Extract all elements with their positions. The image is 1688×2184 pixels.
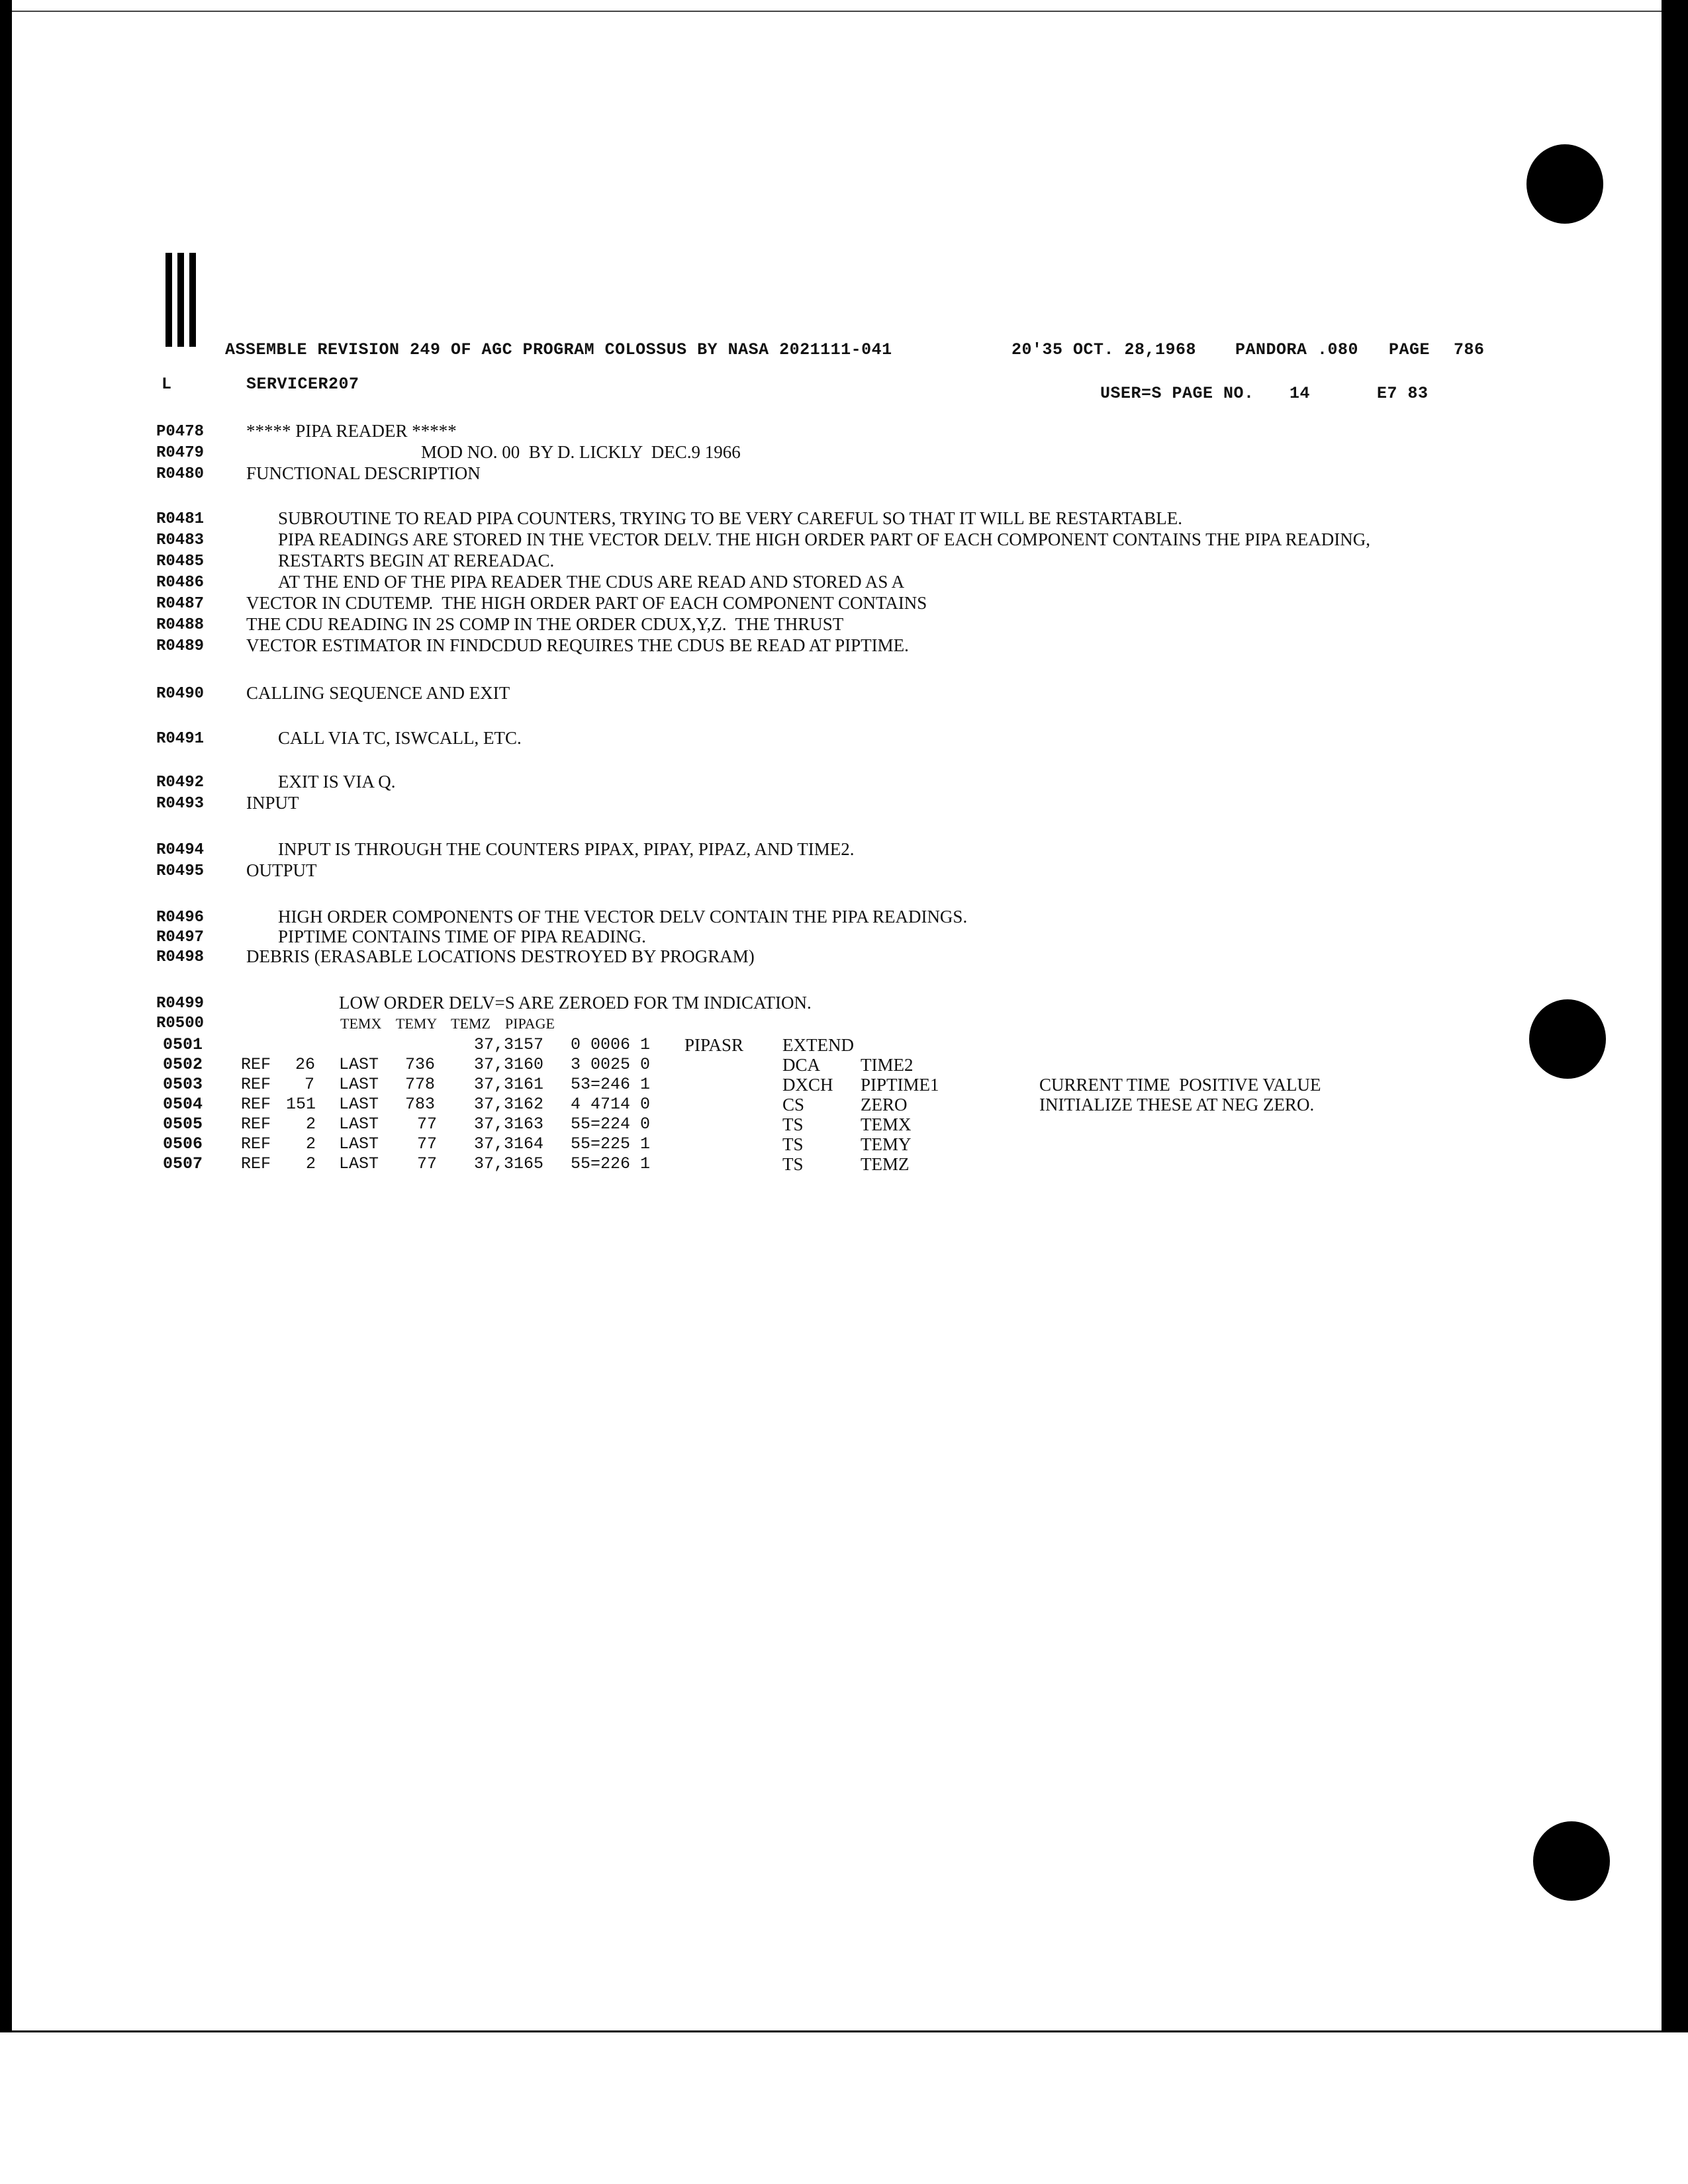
- line-text: INPUT IS THROUGH THE COUNTERS PIPAX, PIPAY, PIPAZ, AND TIME2.: [278, 839, 855, 859]
- binder-hole-top: [1526, 144, 1603, 224]
- line-label: R0483: [156, 531, 205, 549]
- trailing-code: E7 83: [1377, 384, 1429, 403]
- row-word: 55=226 1: [571, 1154, 651, 1173]
- row-word: 0 0006 1: [571, 1035, 651, 1054]
- line-text: INPUT: [246, 793, 299, 813]
- row-last: LAST: [339, 1115, 379, 1134]
- row-ref-count: 2: [306, 1154, 316, 1173]
- row-op: CS: [782, 1095, 805, 1115]
- line-text: TEMX TEMY TEMZ PIPAGE: [340, 1015, 555, 1032]
- binder-hole-middle: [1529, 999, 1606, 1079]
- page-bottom-edge: [0, 2030, 1688, 2032]
- row-ref: REF: [241, 1095, 271, 1114]
- row-line-number: 0505: [163, 1115, 203, 1134]
- row-ref-count: 7: [305, 1075, 315, 1094]
- row-address: 37,3160: [474, 1055, 544, 1074]
- line-label: R0500: [156, 1015, 205, 1032]
- row-tag: PIPASR: [684, 1035, 744, 1055]
- line-text: PIPA READINGS ARE STORED IN THE VECTOR DELV. THE HIGH ORDER PART OF EACH COMPONENT CONTAINS THE PIPA READING,: [278, 529, 1370, 549]
- row-op: EXTEND: [782, 1035, 854, 1055]
- line-label: R0492: [156, 774, 205, 792]
- line-text: EXIT IS VIA Q.: [278, 772, 396, 792]
- row-ref: REF: [241, 1055, 271, 1074]
- line-label: R0497: [156, 929, 205, 946]
- line-label: R0487: [156, 595, 205, 613]
- header-page-label: PAGE: [1389, 340, 1430, 359]
- line-text: RESTARTS BEGIN AT REREADAC.: [278, 551, 555, 570]
- row-line-number: 0502: [163, 1055, 203, 1074]
- row-line-number: 0501: [163, 1035, 203, 1054]
- line-label: R0479: [156, 444, 205, 462]
- row-comment: INITIALIZE THESE AT NEG ZERO.: [1039, 1095, 1315, 1115]
- row-ref-count: 2: [306, 1115, 316, 1134]
- subheader-code: L: [162, 375, 172, 394]
- line-label: R0498: [156, 948, 205, 966]
- line-label: R0481: [156, 510, 205, 528]
- line-label: R0496: [156, 909, 205, 927]
- line-label: R0499: [156, 995, 205, 1013]
- header-timestamp: 20'35 OCT. 28,1968: [1011, 340, 1197, 359]
- row-last: LAST: [339, 1055, 379, 1074]
- page-right-edge: [1662, 0, 1688, 2032]
- row-address: 37,3161: [474, 1075, 544, 1094]
- line-text: CALLING SEQUENCE AND EXIT: [246, 683, 510, 703]
- user-page-number: 14: [1289, 384, 1311, 403]
- line-text: OUTPUT: [246, 860, 317, 880]
- line-label: R0491: [156, 730, 205, 748]
- scanned-page: [9, 9, 1675, 2021]
- row-operand: TEMX: [861, 1115, 912, 1134]
- row-operand: ZERO: [861, 1095, 908, 1115]
- line-text: SUBROUTINE TO READ PIPA COUNTERS, TRYING TO BE VERY CAREFUL SO THAT IT WILL BE RESTARTABLE.: [278, 508, 1182, 528]
- row-last-value: 77: [417, 1115, 438, 1134]
- line-text: LOW ORDER DELV=S ARE ZEROED FOR TM INDICATION.: [339, 993, 812, 1013]
- row-word: 3 0025 0: [571, 1055, 651, 1074]
- line-text: VECTOR IN CDUTEMP. THE HIGH ORDER PART OF EACH COMPONENT CONTAINS: [246, 593, 927, 613]
- row-ref: REF: [241, 1115, 271, 1134]
- row-op: DXCH: [782, 1075, 833, 1095]
- row-ref: REF: [241, 1075, 271, 1094]
- row-word: 55=224 0: [571, 1115, 651, 1134]
- line-text: MOD NO. 00 BY D. LICKLY DEC.9 1966: [421, 442, 741, 462]
- row-op: DCA: [782, 1055, 821, 1075]
- row-address: 37,3162: [474, 1095, 544, 1114]
- line-label: R0495: [156, 862, 205, 880]
- row-operand: PIPTIME1: [861, 1075, 939, 1095]
- row-last-value: 778: [405, 1075, 436, 1094]
- row-line-number: 0504: [163, 1095, 203, 1114]
- row-op: TS: [782, 1134, 804, 1154]
- line-label: R0480: [156, 465, 205, 483]
- row-last: LAST: [339, 1154, 379, 1173]
- line-label: R0485: [156, 553, 205, 570]
- module-name: SERVICER207: [246, 375, 359, 394]
- line-text: DEBRIS (ERASABLE LOCATIONS DESTROYED BY PROGRAM): [246, 946, 755, 966]
- line-label: R0490: [156, 685, 205, 703]
- row-last: LAST: [339, 1075, 379, 1094]
- header-title: ASSEMBLE REVISION 249 OF AGC PROGRAM COLOSSUS BY NASA 2021111-041: [225, 340, 892, 359]
- row-last-value: 783: [405, 1095, 436, 1114]
- line-text: CALL VIA TC, ISWCALL, ETC.: [278, 728, 522, 748]
- row-operand: TEMY: [861, 1134, 912, 1154]
- line-text: ***** PIPA READER *****: [246, 421, 457, 441]
- line-text: HIGH ORDER COMPONENTS OF THE VECTOR DELV CONTAIN THE PIPA READINGS.: [278, 907, 968, 927]
- line-label: R0489: [156, 637, 205, 655]
- line-label: R0494: [156, 841, 205, 859]
- binder-tab-marker: [165, 253, 203, 347]
- page-top-edge: [0, 11, 1662, 12]
- header-page-number: 786: [1454, 340, 1485, 359]
- row-line-number: 0506: [163, 1134, 203, 1154]
- row-ref-count: 26: [295, 1055, 316, 1074]
- header-system: PANDORA .080: [1235, 340, 1359, 359]
- row-last: LAST: [339, 1134, 379, 1154]
- row-word: 4 4714 0: [571, 1095, 651, 1114]
- row-op: TS: [782, 1115, 804, 1134]
- row-operand: TEMZ: [861, 1154, 910, 1174]
- row-address: 37,3157: [474, 1035, 544, 1054]
- row-last-value: 77: [417, 1154, 438, 1173]
- row-word: 53=246 1: [571, 1075, 651, 1094]
- row-line-number: 0507: [163, 1154, 203, 1173]
- line-label: R0486: [156, 574, 205, 592]
- line-label: R0493: [156, 795, 205, 813]
- row-ref-count: 2: [306, 1134, 316, 1154]
- row-address: 37,3165: [474, 1154, 544, 1173]
- row-last-value: 77: [417, 1134, 438, 1154]
- page-left-edge: [0, 0, 12, 2032]
- row-last-value: 736: [405, 1055, 436, 1074]
- line-text: FUNCTIONAL DESCRIPTION: [246, 463, 481, 483]
- line-text: AT THE END OF THE PIPA READER THE CDUS ARE READ AND STORED AS A: [278, 572, 905, 592]
- row-operand: TIME2: [861, 1055, 914, 1075]
- row-op: TS: [782, 1154, 804, 1174]
- user-page-label: USER=S PAGE NO.: [1100, 384, 1254, 403]
- row-comment: CURRENT TIME POSITIVE VALUE: [1039, 1075, 1321, 1095]
- line-label: R0488: [156, 616, 205, 634]
- row-ref-count: 151: [286, 1095, 316, 1114]
- line-text: PIPTIME CONTAINS TIME OF PIPA READING.: [278, 927, 646, 946]
- row-last: LAST: [339, 1095, 379, 1114]
- binder-hole-bottom: [1533, 1821, 1610, 1901]
- row-address: 37,3164: [474, 1134, 544, 1154]
- row-line-number: 0503: [163, 1075, 203, 1094]
- line-text: VECTOR ESTIMATOR IN FINDCDUD REQUIRES THE CDUS BE READ AT PIPTIME.: [246, 635, 909, 655]
- line-text: THE CDU READING IN 2S COMP IN THE ORDER CDUX,Y,Z. THE THRUST: [246, 614, 844, 634]
- row-ref: REF: [241, 1134, 271, 1154]
- row-ref: REF: [241, 1154, 271, 1173]
- line-label: P0478: [156, 423, 205, 441]
- row-address: 37,3163: [474, 1115, 544, 1134]
- row-word: 55=225 1: [571, 1134, 651, 1154]
